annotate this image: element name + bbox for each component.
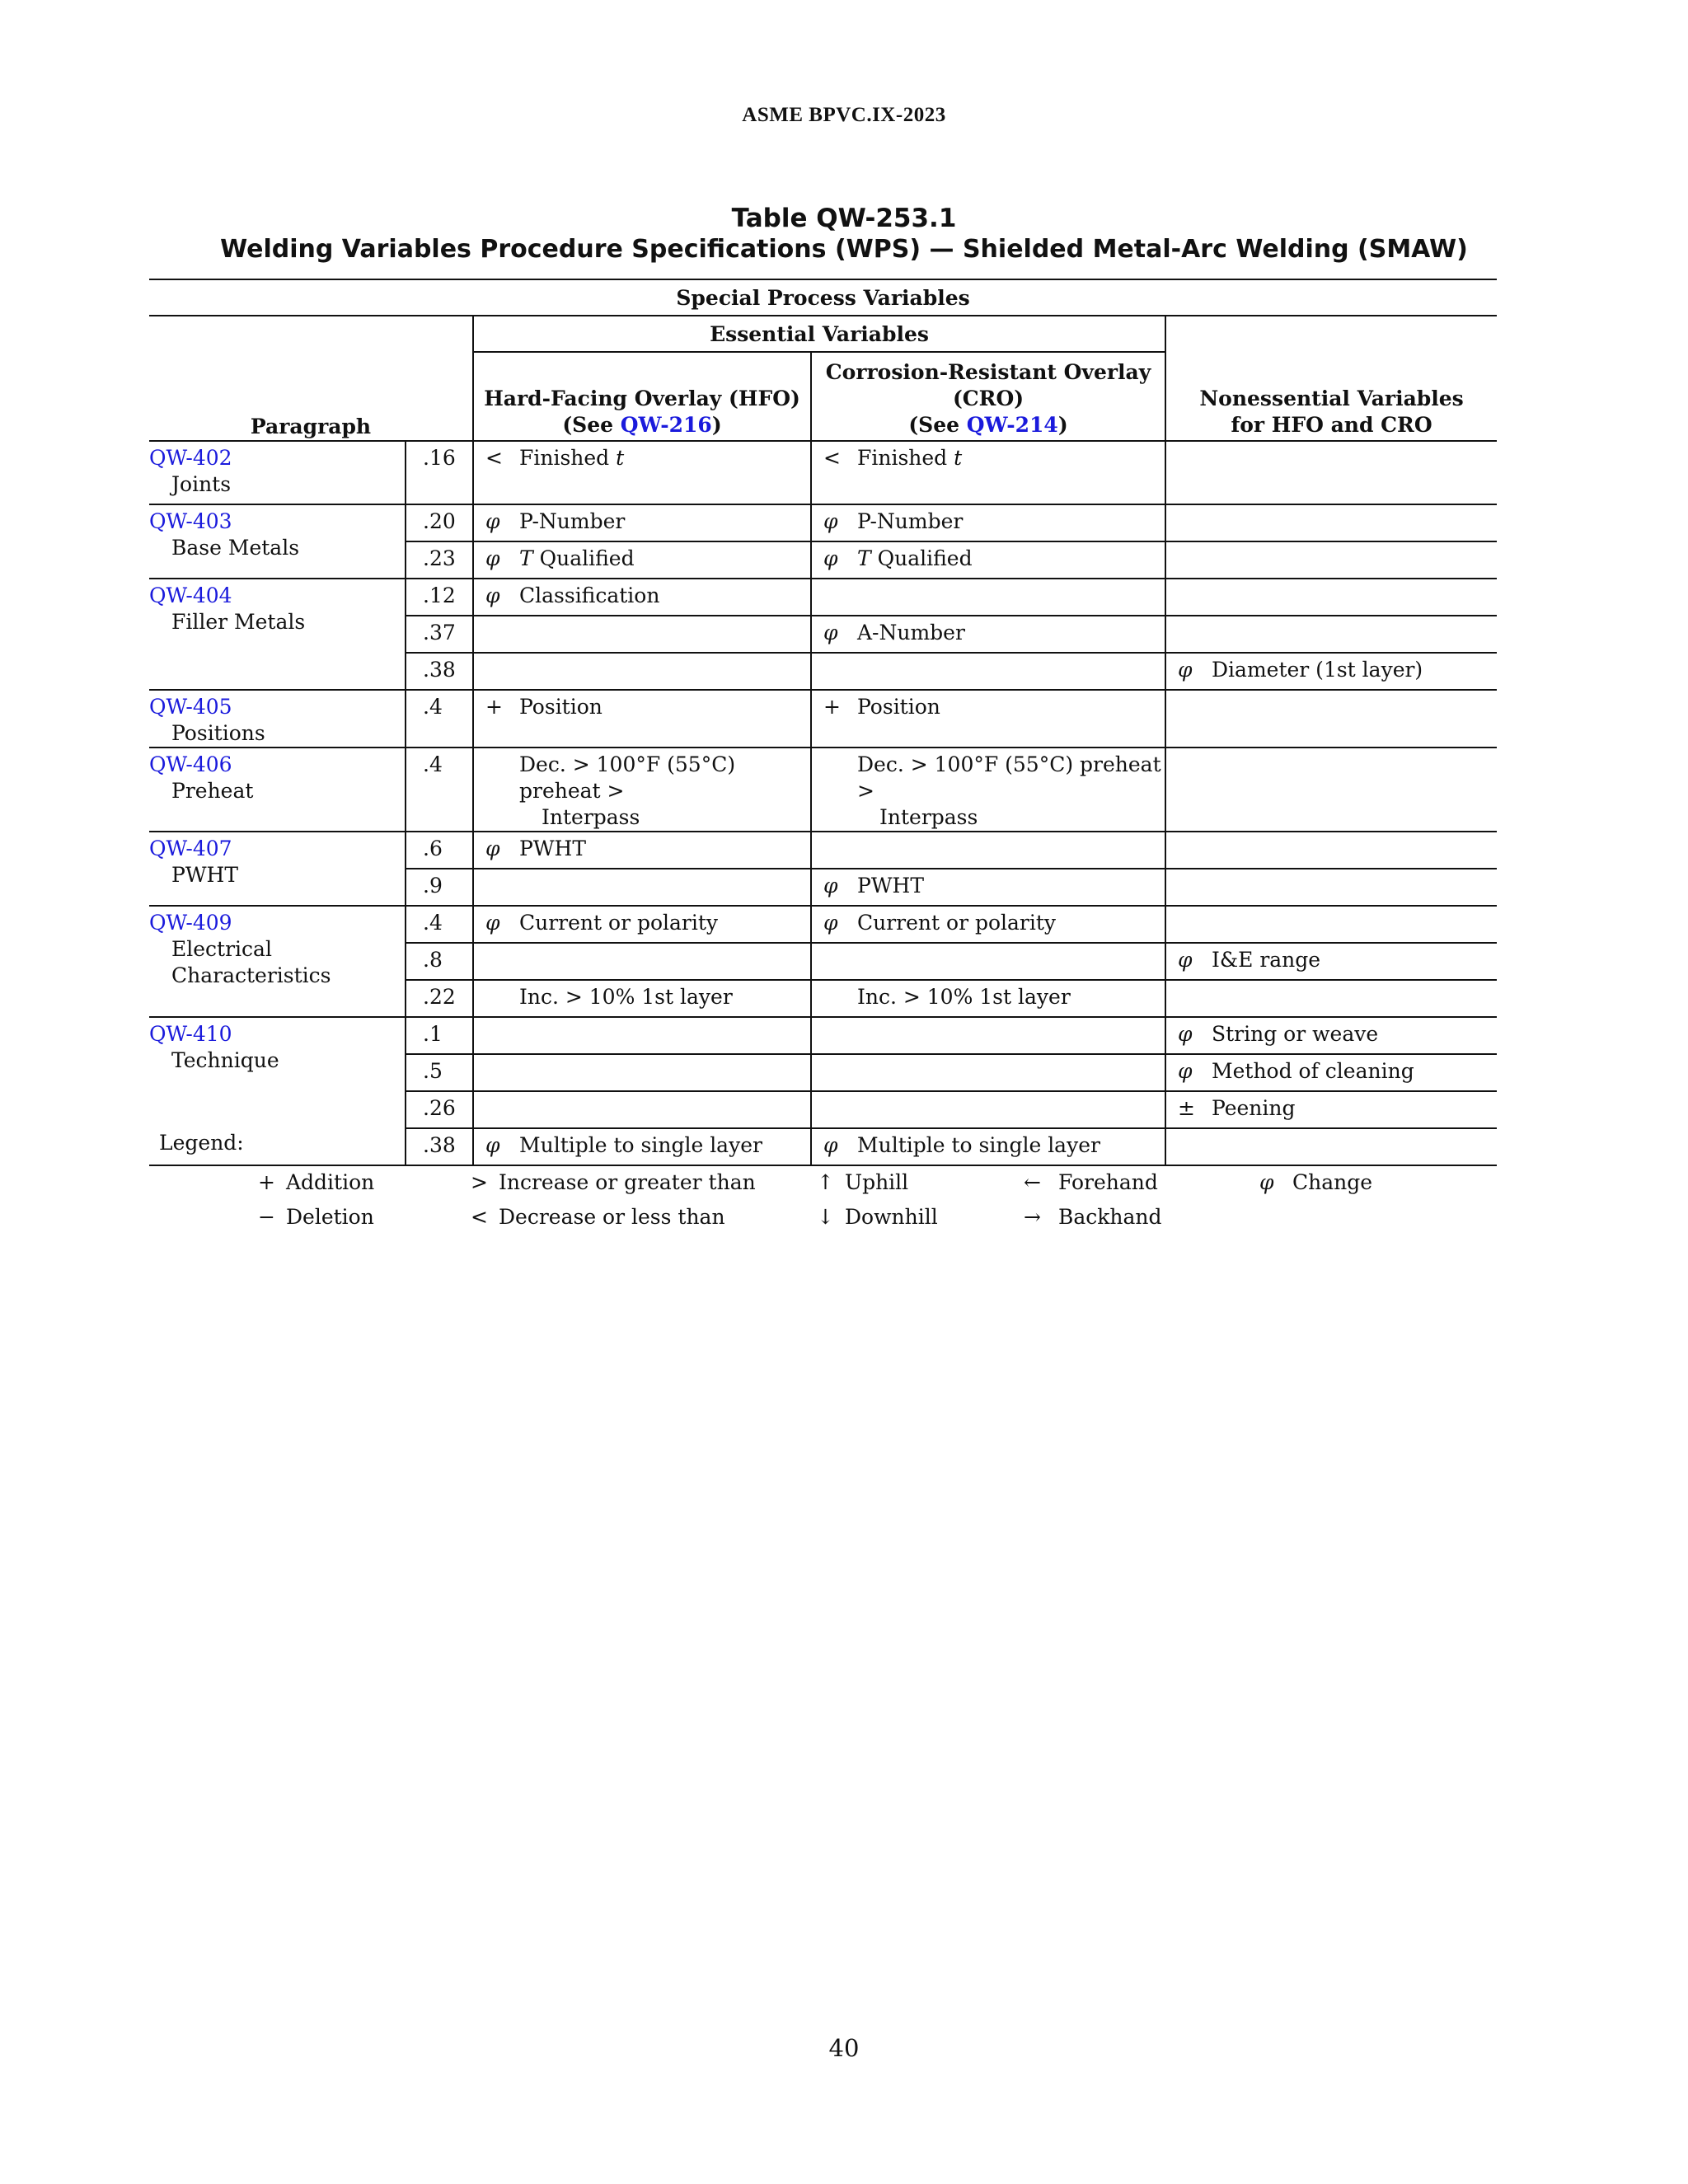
non-cell <box>1165 832 1497 869</box>
cro-cell <box>811 690 1165 748</box>
hfo-cell <box>473 869 811 906</box>
cro-cell <box>811 869 1165 906</box>
symbol: φ <box>823 509 838 533</box>
paragraph-name: Preheat <box>171 779 254 803</box>
variable-symbol: t <box>954 446 963 470</box>
cell-text: Finished <box>857 446 948 470</box>
paragraph-link[interactable]: QW-409 <box>149 911 232 935</box>
cell-text: Current or polarity <box>519 911 719 935</box>
symbol: φ <box>485 546 500 570</box>
non-cell <box>1165 1017 1497 1054</box>
variable-number: .16 <box>406 441 473 504</box>
nonessential-header: Nonessential Variables for HFO and CRO <box>1165 316 1497 441</box>
cro-cell <box>811 906 1165 943</box>
variable-number: .4 <box>406 690 473 748</box>
table-row <box>149 832 1497 869</box>
special-process-header: Special Process Variables <box>149 279 1497 316</box>
table-row <box>149 579 1497 616</box>
legend-item: ↑ Uphill <box>817 1170 909 1194</box>
symbol: φ <box>823 621 838 644</box>
paragraph-cell <box>149 441 406 504</box>
variable-number: .23 <box>406 541 473 579</box>
non-cell <box>1165 441 1497 504</box>
cro-cell <box>811 748 1165 832</box>
paragraph-link[interactable]: QW-404 <box>149 583 232 607</box>
variable-symbol: t <box>616 446 625 470</box>
paragraph-cell <box>149 832 406 906</box>
non-cell <box>1165 1128 1497 1165</box>
cro-cell <box>811 653 1165 690</box>
symbol: φ <box>823 546 838 570</box>
legend-item: φ Change <box>1259 1170 1373 1194</box>
table-row <box>149 1017 1497 1054</box>
symbol: φ <box>485 1133 500 1157</box>
cell-text: String or weave <box>1212 1022 1379 1046</box>
paragraph-link[interactable]: QW-407 <box>149 837 232 860</box>
hfo-cell <box>473 1128 811 1165</box>
cell-text: Multiple to single layer <box>857 1133 1100 1157</box>
cell-text: I&E range <box>1212 948 1321 972</box>
variable-number: .22 <box>406 980 473 1017</box>
hfo-cell <box>473 943 811 980</box>
non-cell <box>1165 541 1497 579</box>
paragraph-link[interactable]: QW-405 <box>149 695 232 719</box>
cro-cell <box>811 441 1165 504</box>
cell-text: Finished <box>519 446 610 470</box>
paragraph-name: Base Metals <box>171 536 300 560</box>
cell-text: Diameter (1st layer) <box>1212 658 1423 682</box>
paragraph-link[interactable]: QW-406 <box>149 752 232 776</box>
paragraph-cell <box>149 579 406 690</box>
cell-text: Method of cleaning <box>1212 1059 1414 1083</box>
paragraph-cell <box>149 906 406 1017</box>
legend-item: ↓ Downhill <box>817 1205 938 1229</box>
hfo-cell <box>473 616 811 653</box>
hfo-cell <box>473 980 811 1017</box>
symbol: φ <box>485 837 500 860</box>
symbol: < <box>823 446 841 470</box>
non-cell <box>1165 1091 1497 1128</box>
table-caption: Welding Variables Procedure Specifications (WPS) — Shielded Metal-Arc Welding (SMAW) <box>220 235 1468 264</box>
variable-number: .4 <box>406 748 473 832</box>
table-row <box>149 906 1497 943</box>
cell-text: Dec. > 100°F (55°C) preheat > <box>519 752 736 803</box>
cell-text: Peening <box>1212 1096 1296 1120</box>
cell-text: Position <box>519 695 603 719</box>
variable-number: .8 <box>406 943 473 980</box>
hfo-cell <box>473 1091 811 1128</box>
non-cell <box>1165 579 1497 616</box>
symbol: φ <box>823 1133 838 1157</box>
paragraph-name: Characteristics <box>171 963 331 987</box>
non-cell <box>1165 980 1497 1017</box>
non-cell <box>1165 748 1497 832</box>
hfo-cell <box>473 504 811 541</box>
wps-table <box>149 279 1497 1166</box>
hfo-cell <box>473 653 811 690</box>
cell-text: Inc. > 10% 1st layer <box>519 985 733 1009</box>
symbol: φ <box>485 509 500 533</box>
legend-item: > Increase or greater than <box>471 1170 756 1194</box>
cro-cell <box>811 943 1165 980</box>
paragraph-name: Positions <box>171 721 265 745</box>
cro-header: Corrosion-Resistant Overlay (CRO) (See QW-214) <box>811 352 1165 441</box>
legend-item: ← Forehand <box>1024 1170 1158 1194</box>
hfo-cell <box>473 748 811 832</box>
cell-text: Inc. > 10% 1st layer <box>857 985 1071 1009</box>
cell-text: Interpass <box>879 805 978 829</box>
variable-number: .38 <box>406 1128 473 1165</box>
cro-cell <box>811 1017 1165 1054</box>
cell-text: PWHT <box>519 837 586 860</box>
cro-cell <box>811 1054 1165 1091</box>
hfo-cell <box>473 441 811 504</box>
legend-item: − Deletion <box>258 1205 374 1229</box>
cell-text: Dec. > 100°F (55°C) preheat > <box>857 752 1161 803</box>
cro-cell <box>811 980 1165 1017</box>
table-row <box>149 504 1497 541</box>
symbol: φ <box>1178 658 1193 682</box>
symbol: + <box>823 695 841 719</box>
hfo-cell <box>473 1054 811 1091</box>
table-title <box>0 203 1688 265</box>
variable-number: .38 <box>406 653 473 690</box>
variable-number: .12 <box>406 579 473 616</box>
running-head: ASME BPVC.IX-2023 <box>742 104 946 126</box>
hfo-cell <box>473 690 811 748</box>
cro-cell <box>811 541 1165 579</box>
paragraph-link[interactable]: QW-410 <box>149 1022 232 1046</box>
hfo-header: Hard-Facing Overlay (HFO) (See QW-216) <box>473 352 811 441</box>
qw-214-link[interactable]: QW-214 <box>966 413 1058 437</box>
variable-number: .37 <box>406 616 473 653</box>
symbol: φ <box>823 911 838 935</box>
cell-text: Classification <box>519 583 660 607</box>
symbol: φ <box>823 874 838 898</box>
variable-number: .26 <box>406 1091 473 1128</box>
symbol: φ <box>1178 948 1193 972</box>
paragraph-cell <box>149 748 406 832</box>
variable-number: .4 <box>406 906 473 943</box>
table-body <box>149 441 1497 1165</box>
paragraph-cell <box>149 690 406 748</box>
symbol: φ <box>485 583 500 607</box>
paragraph-name: PWHT <box>171 863 238 887</box>
paragraph-cell <box>149 504 406 579</box>
table-row <box>149 690 1497 748</box>
symbol: φ <box>1178 1059 1193 1083</box>
symbol: + <box>485 695 503 719</box>
cro-cell <box>811 616 1165 653</box>
variable-number: .9 <box>406 869 473 906</box>
non-cell <box>1165 616 1497 653</box>
paragraph-link[interactable]: QW-403 <box>149 509 232 533</box>
hfo-cell <box>473 1017 811 1054</box>
hfo-cell <box>473 832 811 869</box>
non-cell <box>1165 1054 1497 1091</box>
non-cell <box>1165 943 1497 980</box>
non-cell <box>1165 504 1497 541</box>
cell-text: Qualified <box>877 546 973 570</box>
symbol: < <box>485 446 503 470</box>
cell-text: P-Number <box>857 509 964 533</box>
cro-cell <box>811 832 1165 869</box>
variable-symbol: T <box>857 546 871 570</box>
page-number: 40 <box>828 2034 860 2062</box>
paragraph-link[interactable]: QW-402 <box>149 446 232 470</box>
paragraph-name: Joints <box>171 472 232 496</box>
paragraph-name: Filler Metals <box>171 610 306 634</box>
non-cell <box>1165 690 1497 748</box>
cell-text: Position <box>857 695 940 719</box>
symbol: ± <box>1178 1096 1195 1120</box>
cro-cell <box>811 579 1165 616</box>
cell-text: A-Number <box>857 621 965 644</box>
variable-number: .5 <box>406 1054 473 1091</box>
variable-number: .1 <box>406 1017 473 1054</box>
table-row <box>149 748 1497 832</box>
cell-text: PWHT <box>857 874 924 898</box>
hfo-cell <box>473 579 811 616</box>
cell-text: Current or polarity <box>857 911 1057 935</box>
variable-symbol: T <box>519 546 533 570</box>
table-row <box>149 441 1497 504</box>
symbol: φ <box>1178 1022 1193 1046</box>
essential-header: Essential Variables <box>473 316 1165 352</box>
table-number: Table QW-253.1 <box>731 204 957 233</box>
legend-item: < Decrease or less than <box>471 1205 725 1229</box>
legend-label: Legend: <box>159 1131 244 1155</box>
cro-cell <box>811 1128 1165 1165</box>
hfo-cell <box>473 906 811 943</box>
cell-text: Interpass <box>542 805 640 829</box>
cro-cell <box>811 504 1165 541</box>
hfo-cell <box>473 541 811 579</box>
paragraph-header: Paragraph <box>149 316 473 441</box>
paragraph-name: Electrical <box>171 937 272 961</box>
cell-text: Qualified <box>539 546 635 570</box>
paragraph-name: Technique <box>171 1048 279 1072</box>
cell-text: P-Number <box>519 509 626 533</box>
variable-number: .6 <box>406 832 473 869</box>
qw-216-link[interactable]: QW-216 <box>620 413 712 437</box>
cell-text: Multiple to single layer <box>519 1133 762 1157</box>
variable-number: .20 <box>406 504 473 541</box>
non-cell <box>1165 653 1497 690</box>
legend-item: + Addition <box>258 1170 375 1194</box>
non-cell <box>1165 906 1497 943</box>
non-cell <box>1165 869 1497 906</box>
symbol: φ <box>485 911 500 935</box>
legend-item: → Backhand <box>1024 1205 1162 1229</box>
cro-cell <box>811 1091 1165 1128</box>
